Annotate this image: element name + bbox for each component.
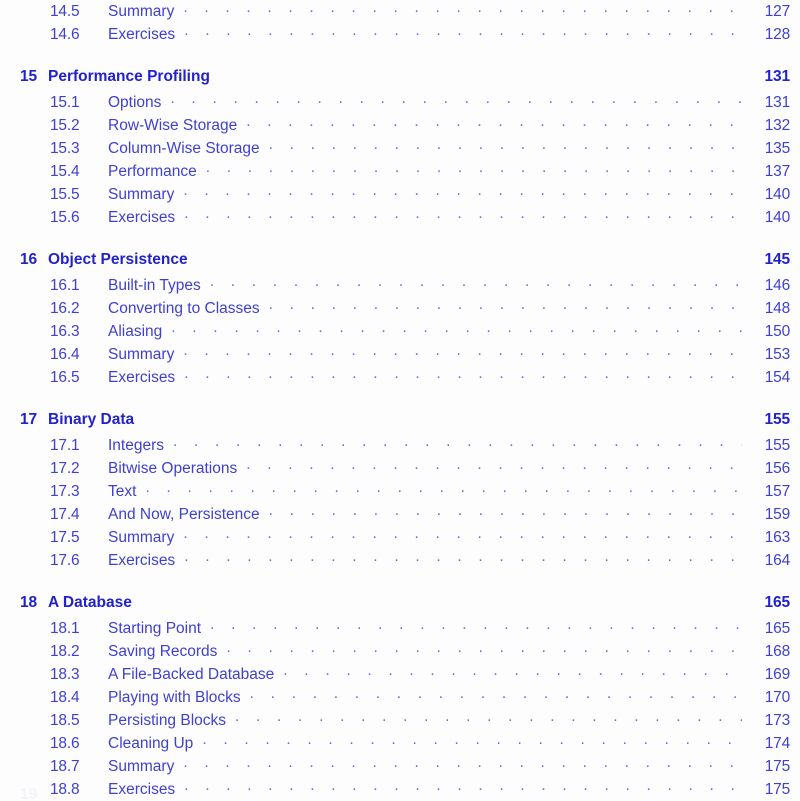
entry-page-number: 153 [764,345,790,363]
dot-leader [184,549,742,565]
entry-number: 17.5 [50,528,80,546]
entry-title: Summary [108,185,175,203]
entry-page-number: 131 [764,68,790,85]
dot-leader [269,297,742,313]
toc-section-row[interactable] [0,732,800,755]
entry-page-number: 155 [764,436,790,454]
toc-section-row[interactable] [0,549,800,572]
entry-title: Saving Records [108,642,218,660]
dot-leader [269,137,742,153]
entry-number: 14.5 [50,2,80,20]
entry-page-number: 131 [764,93,790,111]
entry-page-number: 135 [764,139,790,157]
entry-title: Converting to Classes [108,299,260,317]
dot-leader [184,23,742,39]
entry-title: Column-Wise Storage [108,139,260,157]
entry-title: Row-Wise Storage [108,116,238,134]
dot-leader [202,732,742,748]
entry-number: 18.2 [50,642,80,660]
dot-leader [171,320,742,336]
toc-section-row[interactable] [0,183,800,206]
entry-page-number: 140 [764,208,790,226]
toc-section-row[interactable] [0,617,800,640]
entry-title: Exercises [108,25,176,43]
entry-number: 18.7 [50,757,80,775]
toc-section-row[interactable] [0,755,800,778]
entry-title: A File-Backed Database [108,665,275,683]
entry-title: Exercises [108,368,176,386]
entry-number: 15 [20,68,38,85]
entry-number: 18.3 [50,665,80,683]
entry-page-number: 137 [764,162,790,180]
entry-page-number: 157 [764,482,790,500]
entry-page-number: 128 [764,25,790,43]
entry-title: Summary [108,757,175,775]
entry-number: 15.2 [50,116,80,134]
entry-title: Performance Profiling [48,68,210,85]
entry-number: 15.5 [50,185,80,203]
entry-title: Integers [108,436,165,454]
entry-number: 15.6 [50,208,80,226]
toc-chapter-row[interactable] [0,411,800,434]
entry-title: Cleaning Up [108,734,194,752]
dot-leader [226,640,742,656]
dot-leader [183,343,742,359]
entry-page-number: 163 [764,528,790,546]
entry-page-number: 168 [764,642,790,660]
dot-leader [145,480,742,496]
entry-number: 18 [20,594,38,611]
dot-leader [283,663,742,679]
entry-page-number: 148 [764,299,790,317]
entry-title: Built-in Types [108,276,201,294]
toc-section-row[interactable] [0,206,800,229]
dot-leader [246,114,742,130]
toc-section-row[interactable] [0,480,800,503]
dot-leader [183,183,742,199]
entry-page-number: 164 [764,551,790,569]
entry-number: 16 [20,251,38,268]
toc-section-row[interactable] [0,160,800,183]
entry-title: Exercises [108,551,176,569]
toc-section-row[interactable] [0,23,800,46]
entry-page-number: 175 [764,757,790,775]
toc-section-row[interactable] [0,366,800,389]
entry-title: Playing with Blocks [108,688,241,706]
entry-number: 17 [20,411,38,428]
entry-title: Persisting Blocks [108,711,227,729]
dot-leader [183,526,742,542]
entry-page-number: 170 [764,688,790,706]
entry-number: 17.3 [50,482,80,500]
entry-title: Summary [108,528,175,546]
toc-section-row[interactable] [0,457,800,480]
dot-leader [210,274,742,290]
dot-leader [183,755,742,771]
toc-section-row[interactable] [0,297,800,320]
dot-leader [250,686,742,702]
entry-title: Exercises [108,208,176,226]
entry-page-number: 132 [764,116,790,134]
entry-page-number: 150 [764,322,790,340]
entry-number: 15.1 [50,93,80,111]
dot-leader [184,206,742,222]
dot-leader [210,617,742,633]
entry-number: 17.6 [50,551,80,569]
entry-page-number: 145 [764,251,790,268]
entry-title: Aliasing [108,322,163,340]
entry-number: 16.1 [50,276,80,294]
clipped-bottom-entry [0,786,800,800]
entry-page-number: 140 [764,185,790,203]
entry-number: 15.4 [50,162,80,180]
entry-number: 16.2 [50,299,80,317]
clipped-entry-number [20,786,48,800]
entry-page-number: 155 [764,411,790,428]
dot-leader [235,709,742,725]
entry-number: 17.2 [50,459,80,477]
entry-page-number: 165 [764,619,790,637]
toc-section-row[interactable] [0,709,800,732]
entry-number: 18.1 [50,619,80,637]
entry-number: 16.3 [50,322,80,340]
entry-title: Starting Point [108,619,202,637]
entry-number: 18.5 [50,711,80,729]
entry-title: Text [108,482,137,500]
dot-leader [173,434,742,450]
dot-leader [246,457,742,473]
toc-section-row[interactable] [0,343,800,366]
dot-leader [184,366,742,382]
toc-section-row[interactable] [0,663,800,686]
toc-section-row[interactable] [0,137,800,160]
entry-title: Bitwise Operations [108,459,238,477]
entry-title: And Now, Persistence [108,505,260,523]
toc-section-row[interactable] [0,686,800,709]
entry-page-number: 174 [764,734,790,752]
toc-chapter-row[interactable] [0,68,800,91]
entry-page-number: 159 [764,505,790,523]
entry-page-number: 146 [764,276,790,294]
dot-leader [269,503,742,519]
entry-number: 15.3 [50,139,80,157]
toc-section-row[interactable] [0,434,800,457]
entry-number: 18.4 [50,688,80,706]
entry-page-number: 175 [764,780,790,798]
toc-section-row[interactable] [0,640,800,663]
toc-section-row[interactable] [0,114,800,137]
toc-section-row[interactable] [0,503,800,526]
entry-number: 16.5 [50,368,80,386]
entry-title: A Database [48,594,132,611]
dot-leader [206,160,742,176]
entry-title: Exercises [108,780,176,798]
entry-number: 18.6 [50,734,80,752]
toc-chapter-row[interactable] [0,594,800,617]
entry-title: Performance [108,162,197,180]
entry-number: 18.8 [50,780,80,798]
toc-section-row[interactable] [0,526,800,549]
entry-title: Binary Data [48,411,135,428]
entry-number: 14.6 [50,25,80,43]
entry-title: Summary [108,345,175,363]
dot-leader [170,91,742,107]
entry-title: Options [108,93,162,111]
entry-title: Object Persistence [48,251,188,268]
toc-section-row[interactable] [0,0,800,23]
entry-page-number: 173 [764,711,790,729]
toc-section-row[interactable] [0,274,800,297]
toc-section-row[interactable] [0,320,800,343]
entry-number: 16.4 [50,345,80,363]
toc-chapter-row[interactable] [0,251,800,274]
entry-page-number: 156 [764,459,790,477]
entry-page-number: 169 [764,665,790,683]
entry-page-number: 165 [764,594,790,611]
entry-number: 17.1 [50,436,80,454]
entry-number: 17.4 [50,505,80,523]
entry-page-number: 127 [764,2,790,20]
entry-title: Summary [108,2,175,20]
entry-page-number: 154 [764,368,790,386]
toc-section-row[interactable] [0,91,800,114]
dot-leader [183,0,742,16]
